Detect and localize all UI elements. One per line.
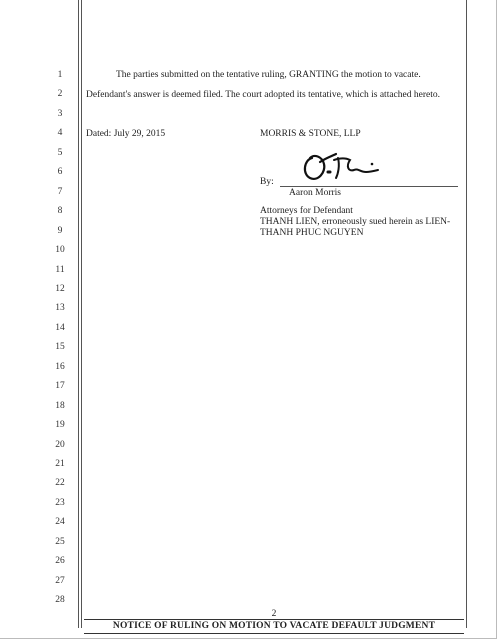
client-name-line-2: THANH PHUC NGUYEN (260, 228, 364, 238)
line-number: 9 (57, 225, 63, 236)
line-number: 7 (57, 186, 63, 197)
line-number: 11 (55, 264, 65, 275)
line-number: 24 (55, 517, 65, 528)
line-number: 2 (57, 89, 63, 100)
signer-name: Aaron Morris (289, 188, 341, 198)
document-footer-title: NOTICE OF RULING ON MOTION TO VACATE DEFAULT JUDGMENT (112, 621, 436, 631)
line-number: 28 (55, 595, 65, 606)
footer-rule-bottom (84, 633, 464, 634)
client-name-line-1: THANH LIEN, erroneously sued herein as LIEN- (260, 217, 451, 227)
paragraph-line-2: Defendant's answer is deemed filed. The court adopted its tentative, which is attached hereto. (86, 90, 440, 100)
line-number: 20 (55, 439, 65, 450)
line-number: 6 (57, 167, 63, 178)
attorneys-for-label: Attorneys for Defendant (260, 206, 353, 216)
footer-rule-top (84, 619, 464, 620)
line-number: 25 (55, 536, 65, 547)
line-number: 17 (55, 381, 65, 392)
left-margin-rule-inner (81, 0, 82, 628)
line-number: 26 (55, 556, 65, 567)
date-line: Dated: July 29, 2015 (86, 129, 166, 139)
line-number: 18 (55, 400, 65, 411)
firm-name: MORRIS & STONE, LLP (260, 129, 361, 139)
line-number: 3 (57, 108, 63, 119)
line-number: 8 (57, 206, 63, 217)
line-number: 27 (55, 575, 65, 586)
line-number: 12 (55, 283, 65, 294)
line-number: 15 (55, 342, 65, 353)
by-label: By: (260, 177, 274, 187)
line-number: 23 (55, 497, 65, 508)
paragraph-line-1: The parties submitted on the tentative ruling, GRANTING the motion to vacate. (116, 70, 421, 80)
handwritten-signature (300, 150, 380, 184)
line-number: 14 (55, 322, 65, 333)
right-margin-rule (466, 0, 467, 628)
signature-line (280, 186, 458, 187)
line-number: 1 (57, 70, 63, 80)
line-number: 21 (55, 459, 65, 469)
line-number: 5 (57, 147, 63, 158)
page-number: 2 (271, 609, 277, 619)
line-number: 13 (55, 303, 65, 314)
line-number: 4 (57, 128, 63, 139)
line-number: 16 (55, 361, 65, 372)
left-margin-rule (78, 0, 79, 628)
line-number: 19 (55, 420, 65, 431)
line-number: 22 (55, 478, 65, 489)
line-number: 10 (55, 245, 65, 256)
